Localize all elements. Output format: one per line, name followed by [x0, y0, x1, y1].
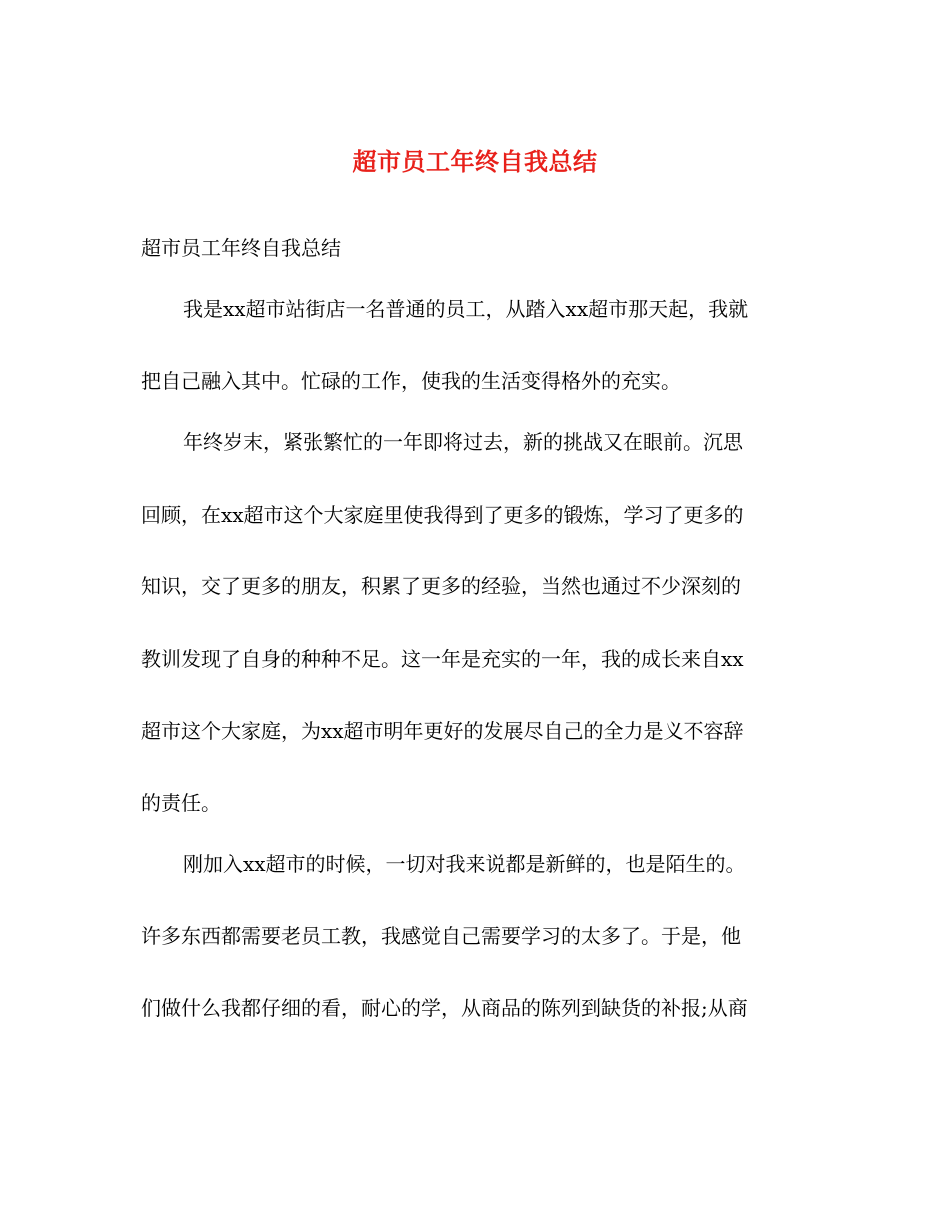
document-subtitle: 超市员工年终自我总结: [141, 236, 341, 260]
document-title: 超市员工年终自我总结: [352, 147, 598, 176]
paragraph-line: 回顾，在xx超市这个大家庭里使我得到了更多的锻炼，学习了更多的: [141, 503, 744, 527]
paragraph-line: 们做什么我都仔细的看，耐心的学，从商品的陈列到缺货的补报;从商: [141, 996, 748, 1020]
paragraph-line: 刚加入xx超市的时候，一切对我来说都是新鲜的，也是陌生的。: [183, 852, 746, 876]
paragraph-line: 把自己融入其中。忙碌的工作，使我的生活变得格外的充实。: [141, 369, 681, 393]
paragraph-line: 我是xx超市站街店一名普通的员工，从踏入xx超市那天起，我就: [183, 297, 749, 321]
paragraph-line: 年终岁末，紧张繁忙的一年即将过去，新的挑战又在眼前。沉思: [183, 430, 743, 454]
paragraph-line: 教训发现了自身的种种不足。这一年是充实的一年，我的成长来自xx: [141, 647, 744, 671]
paragraph-line: 超市这个大家庭，为xx超市明年更好的发展尽自己的全力是义不容辞: [141, 719, 744, 743]
paragraph-line: 许多东西都需要老员工教，我感觉自己需要学习的太多了。于是，他: [141, 924, 741, 948]
paragraph-line: 的责任。: [141, 791, 221, 815]
paragraph-line: 知识，交了更多的朋友，积累了更多的经验，当然也通过不少深刻的: [141, 574, 741, 598]
